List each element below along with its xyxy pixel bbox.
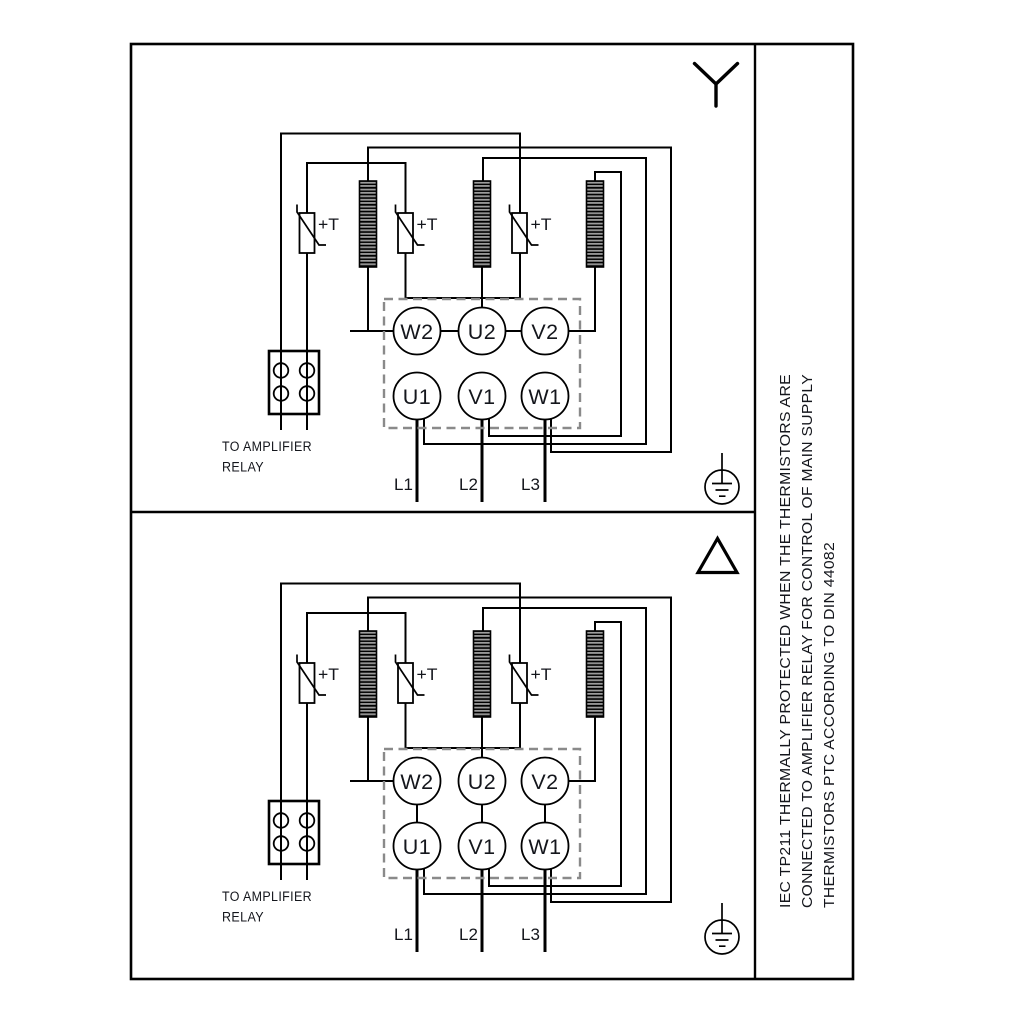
supply-line-label-l2: L2 <box>459 925 478 944</box>
supply-line-label-l1: L1 <box>394 925 413 944</box>
terminal-label-v1: V1 <box>468 385 496 409</box>
terminal-label-v1: V1 <box>468 835 496 859</box>
terminal-label-w2: W2 <box>400 320 434 344</box>
terminal-label-v2: V2 <box>531 770 559 794</box>
terminal-label-u1: U1 <box>402 835 432 859</box>
relay-note-line1: TO AMPLIFIER <box>222 439 312 454</box>
panel-star-connection <box>222 64 739 505</box>
terminal-label-w1: W1 <box>528 385 562 409</box>
terminal-label-w2: W2 <box>400 770 434 794</box>
supply-line-label-l3: L3 <box>521 925 540 944</box>
thermistor-label-2: +T <box>416 666 438 684</box>
side-note <box>777 374 838 908</box>
thermistor-label-1: +T <box>318 666 339 684</box>
terminal-label-v2: V2 <box>531 320 559 344</box>
terminal-label-u1: U1 <box>402 385 432 409</box>
thermistor-label-1: +T <box>318 216 339 234</box>
star-connection-icon <box>695 64 738 107</box>
relay-note-line1: TO AMPLIFIER <box>222 889 312 904</box>
supply-line-label-l3: L3 <box>521 475 540 494</box>
terminal-label-u2: U2 <box>467 770 497 794</box>
supply-line-label-l1: L1 <box>394 475 413 494</box>
terminal-label-w1: W1 <box>528 835 562 859</box>
side-note-line2: CONNECTED TO AMPLIFIER RELAY FOR CONTROL OF MAIN SUPPLY <box>799 395 816 908</box>
thermistor-label-3: +T <box>530 216 552 234</box>
delta-connection-icon <box>698 539 737 573</box>
thermistor-label-3: +T <box>530 666 552 684</box>
delta-terminal-links <box>417 805 545 823</box>
side-note-line1: IEC TP211 THERMALLY PROTECTED WHEN THE THERMISTORS ARE <box>777 399 794 908</box>
thermistor-label-2: +T <box>416 216 438 234</box>
relay-note-line2: RELAY <box>222 909 264 925</box>
side-note-line3: THERMISTORS PTC ACCORDING TO DIN 44082 <box>821 558 838 908</box>
supply-line-label-l2: L2 <box>459 475 478 494</box>
relay-note-line2: RELAY <box>222 459 264 475</box>
terminal-label-u2: U2 <box>467 320 497 344</box>
panel-delta-connection <box>222 539 739 955</box>
